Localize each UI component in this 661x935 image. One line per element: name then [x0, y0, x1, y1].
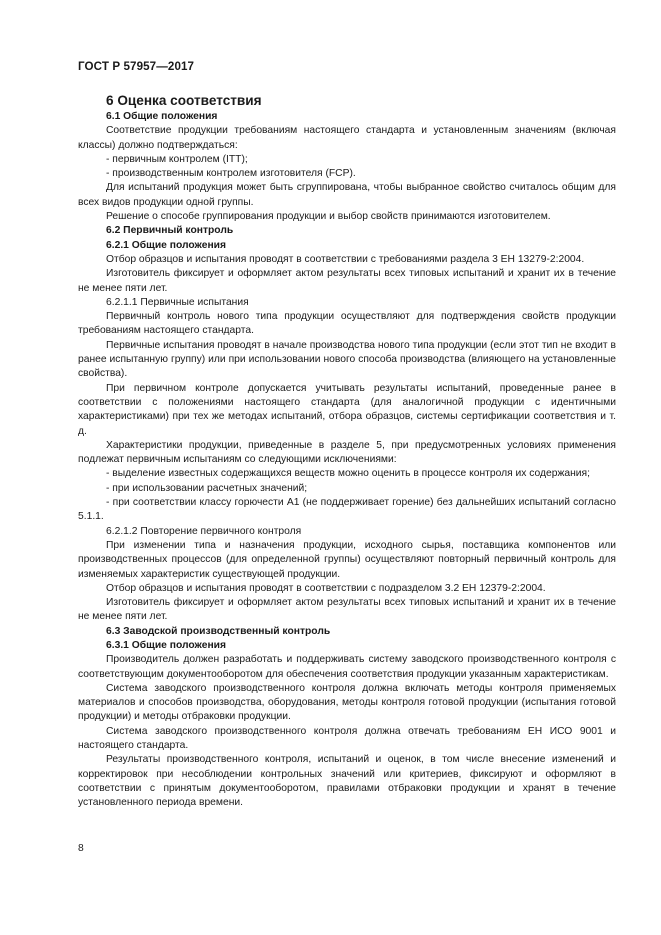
paragraph: Первичные испытания проводят в начале производства нового типа продукции (если этот тип не входит в ранее испытанную группу) или при использовании нового способа производства (влияющего на установленные свойства).	[78, 339, 616, 380]
paragraph: Производитель должен разработать и поддерживать систему заводского производственного контроля с соответствующим документооборотом для обеспечения соответствия продукции указанным характеристикам.	[78, 654, 616, 680]
list-item: - производственным контролем изготовителя (FCP).	[106, 168, 356, 180]
paragraph: Изготовитель фиксирует и оформляет актом результаты всех типовых испытаний и хранит их в течение не менее пяти лет.	[78, 268, 616, 294]
paragraph: Изготовитель фиксирует и оформляет актом результаты всех типовых испытаний и хранит их в течение не менее пяти лет.	[78, 597, 616, 623]
subsection-6-2-1-2-title: 6.2.1.2 Повторение первичного контроля	[106, 525, 302, 537]
document-header: ГОСТ Р 57957—2017	[78, 60, 195, 73]
document-body	[78, 92, 616, 811]
section-6-1-title: 6.1 Общие положения	[106, 111, 218, 122]
paragraph: Система заводского производственного контроля должна отвечать требованиям ЕН ИСО 9001 и настоящего стандарта.	[78, 725, 616, 752]
section-6-2-title: 6.2 Первичный контроль	[106, 225, 234, 237]
paragraph: При изменении типа и назначения продукции, исходного сырья, поставщика компонентов или производственных процессов (для определенной группы) осуществляют повторный первичный контроль для изменяемых характеристик существующей продукции.	[78, 539, 616, 580]
paragraph: Отбор образцов и испытания проводят в соответствии с подразделом 3.2 ЕН 12379-2:2004.	[106, 582, 546, 594]
paragraph: Система заводского производственного контроля должна включать методы контроля применяемых материалов и способов производства, оборудования, методы контроля готовой продукции (испытания готовой продукции) и методы отбраковки продукции.	[78, 682, 616, 723]
paragraph: Для испытаний продукция может быть сгруппирована, чтобы выбранное свойство считалось общим для всех видов продукции одной группы.	[78, 182, 616, 208]
paragraph: Соответствие продукции требованиям настоящего стандарта и установленным значениям (включая классы) должно подтверждаться:	[78, 125, 616, 151]
list-item: - при использовании расчетных значений;	[106, 482, 308, 494]
paragraph: При первичном контроле допускается учитывать результаты испытаний, проведенные ранее в соответствии с положениями настоящего стандарта (для аналогичной продукции с идентичными характеристиками) при тех же методах испытаний, отбора образцов, системы сертификации соответствия и т. д.	[78, 382, 616, 437]
paragraph: Отбор образцов и испытания проводят в соответствии с требованиями раздела 3 ЕН 13279-2:2004.	[106, 253, 585, 265]
list-item: - первичным контролем (ITT);	[106, 153, 248, 165]
subsection-6-2-1-1-title: 6.2.1.1 Первичные испытания	[106, 296, 249, 308]
section-6-title: 6 Оценка соответствия	[106, 93, 262, 108]
paragraph: Результаты производственного контроля, испытаний и оценок, в том числе внесение изменений и корректировок при несоблюдении контрольных значений или критериев, фиксируют и оформляют в соответствии с принятым документооборотом, правилами отбраковки продукции и хранят в течение установленного периода времени.	[78, 754, 616, 809]
list-item: - выделение известных содержащихся веществ можно оценить в процессе контроля их содержания;	[106, 468, 590, 480]
paragraph: Первичный контроль нового типа продукции осуществляют для подтверждения свойств продукции требованиям настоящего стандарта.	[78, 311, 616, 337]
list-item: - при соответствии классу горючести А1 (не поддерживает горение) без дальнейших испытаний согласно 5.1.1.	[78, 497, 616, 523]
page-number: 8	[78, 843, 84, 854]
section-6-2-1-title: 6.2.1 Общие положения	[106, 239, 226, 251]
section-6-3-1-title: 6.3.1 Общие положения	[106, 639, 226, 651]
section-6-3-title: 6.3 Заводской производственный контроль	[106, 625, 331, 637]
paragraph: Характеристики продукции, приведенные в разделе 5, при предусмотренных условиях применения подлежат первичным испытаниям со следующими исключениями:	[78, 439, 616, 466]
paragraph: Решение о способе группирования продукции и выбор свойств принимаются изготовителем.	[106, 211, 551, 223]
